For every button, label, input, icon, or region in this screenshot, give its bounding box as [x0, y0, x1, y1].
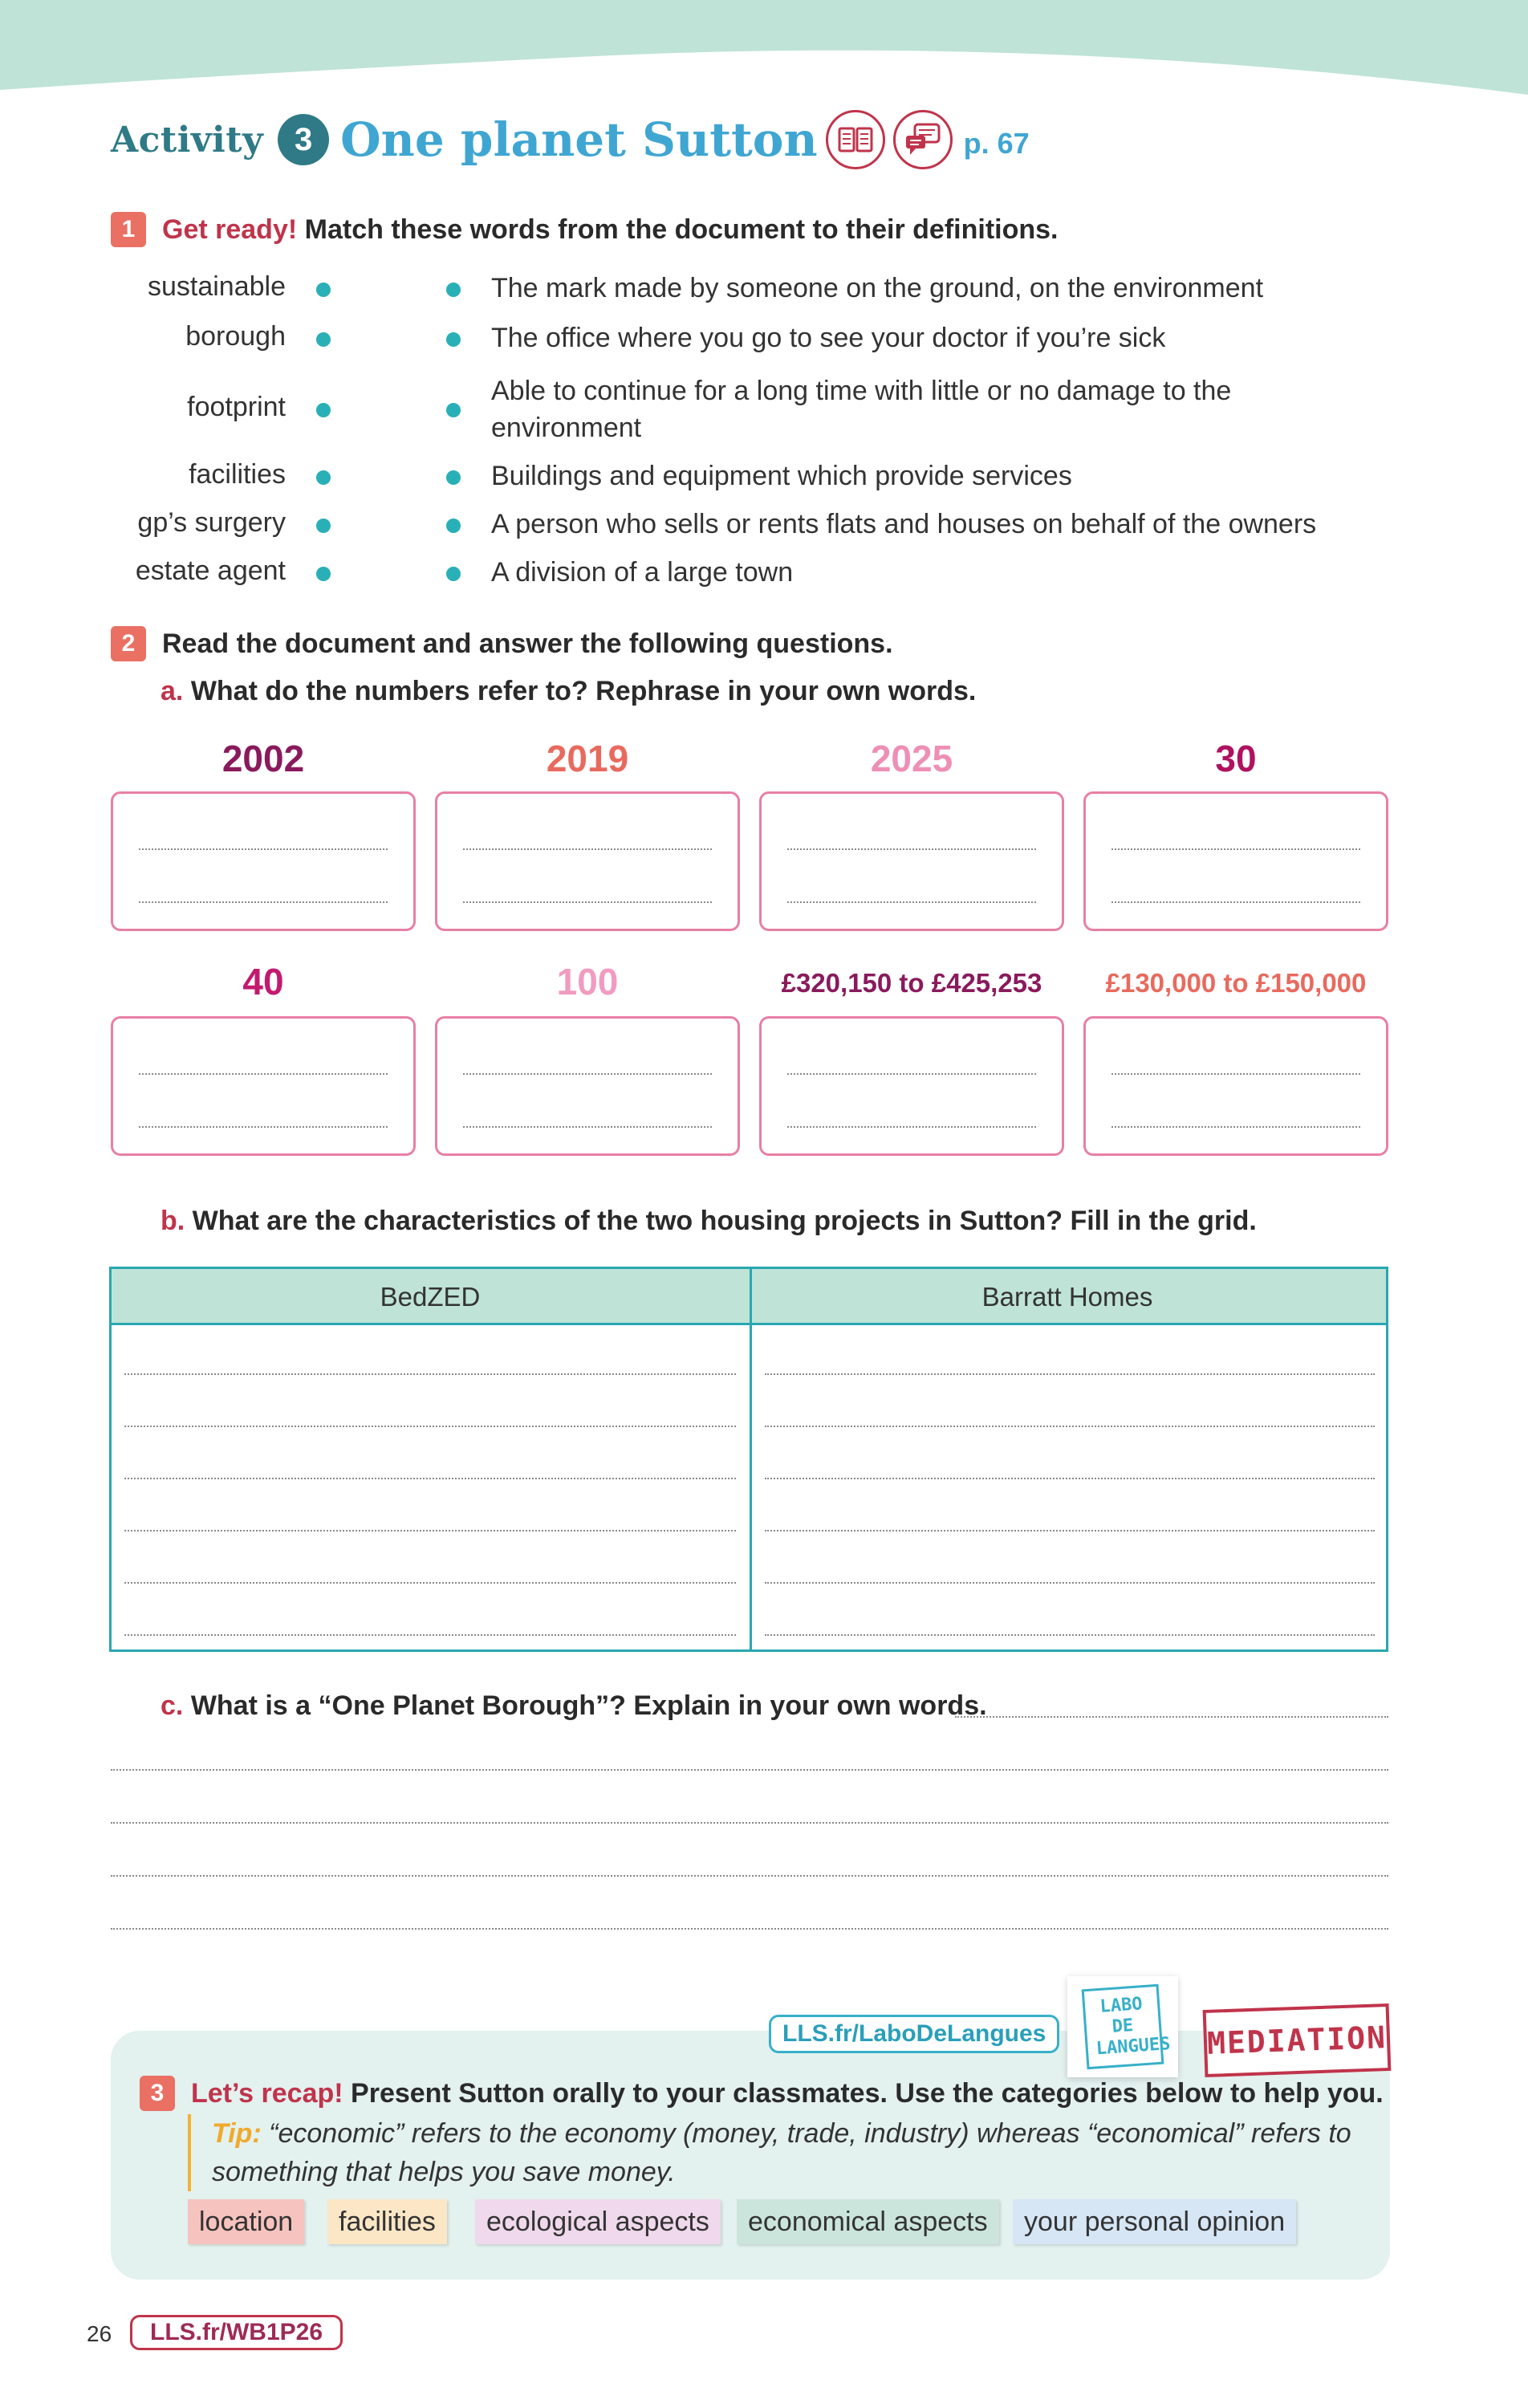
number-label: 2025: [870, 738, 953, 779]
category-chip-facilities: facilities: [327, 2199, 447, 2244]
number-label: 30: [1215, 738, 1257, 779]
grid-header-barratt: Barratt Homes: [981, 1282, 1153, 1312]
match-dot-right[interactable]: [446, 332, 461, 347]
number-label: 40: [242, 961, 284, 1003]
category-chip-location: location: [188, 2199, 304, 2244]
grid-header-bedzed: BedZED: [380, 1282, 481, 1312]
mediation-stamp: MEDIATION: [1203, 2003, 1392, 2077]
answer-line[interactable]: [111, 1769, 1388, 1771]
match-dot-left[interactable]: [316, 283, 331, 297]
sub-question-text: What is a “One Planet Borough”? Explain in your own words.: [190, 1690, 987, 1721]
match-definition: The mark made by someone on the ground, on the environment: [491, 273, 1264, 303]
housing-grid: [109, 1267, 1388, 1652]
activity-label: Activity: [111, 119, 264, 161]
answer-box[interactable]: [111, 791, 416, 931]
answer-box[interactable]: [1083, 1016, 1388, 1156]
match-word: footprint: [187, 392, 286, 422]
question-3-heading: [140, 2076, 1384, 2111]
answer-box[interactable]: [759, 1016, 1064, 1156]
sub-question-letter: b.: [161, 1206, 185, 1236]
speech-bubble-icon: [893, 110, 953, 169]
answer-line[interactable]: [955, 1716, 1388, 1718]
match-dot-right[interactable]: [446, 403, 461, 417]
grid-write-line[interactable]: [765, 1478, 1375, 1479]
grid-write-line[interactable]: [124, 1478, 736, 1479]
answer-box[interactable]: [759, 791, 1064, 931]
question-1-heading: [111, 212, 1058, 247]
grid-write-line[interactable]: [124, 1634, 736, 1636]
answer-line[interactable]: [111, 1875, 1388, 1877]
match-dot-left[interactable]: [316, 567, 331, 581]
sub-question-letter: a.: [161, 676, 184, 706]
grid-write-line[interactable]: [124, 1582, 736, 1584]
category-chip-economical: economical aspects: [737, 2199, 999, 2244]
grid-write-line[interactable]: [765, 1634, 1375, 1636]
number-label: 100: [556, 961, 619, 1003]
question-lead: Get ready!: [162, 214, 298, 245]
match-word: sustainable: [147, 271, 286, 302]
activity-number-badge: 3: [278, 114, 329, 165]
labo-badge-text: LABO DE LANGUES: [1082, 1984, 1164, 2069]
labo-de-langues-badge: [1067, 1976, 1178, 2077]
number-label: 2002: [221, 738, 305, 779]
match-word: facilities: [189, 459, 286, 490]
match-dot-left[interactable]: [316, 519, 331, 533]
match-word: gp’s surgery: [137, 507, 286, 538]
activity-header: [111, 111, 1030, 169]
match-definition: Able to continue for a long time with little or no damage to the environment: [491, 376, 1232, 443]
answer-box[interactable]: [1083, 791, 1388, 931]
category-chip-opinion: your personal opinion: [1013, 2199, 1296, 2244]
top-wave-decoration: [0, 0, 1528, 96]
page-number: 26: [87, 2321, 112, 2346]
question-instruction: Match these words from the document to their definitions.: [304, 214, 1059, 245]
match-dot-left[interactable]: [316, 332, 331, 347]
workbook-link[interactable]: LLS.fr/WB1P26: [130, 2315, 343, 2350]
book-icon: [826, 110, 885, 169]
match-definition: A person who sells or rents flats and houses on behalf of the owners: [491, 509, 1317, 539]
category-chip-ecological: ecological aspects: [475, 2199, 721, 2244]
sub-question-text: What are the characteristics of the two housing projects in Sutton? Fill in the grid.: [192, 1206, 1257, 1236]
question-number-badge: 3: [140, 2076, 175, 2111]
match-dot-right[interactable]: [446, 283, 461, 297]
question-number-badge: 2: [111, 626, 146, 661]
question-2a: [161, 676, 976, 707]
answer-line[interactable]: [111, 1928, 1388, 1930]
match-definition: A division of a large town: [491, 557, 794, 588]
grid-header: [112, 1269, 1386, 1325]
match-word: borough: [185, 321, 286, 352]
match-dot-left[interactable]: [316, 403, 331, 417]
match-definition: Buildings and equipment which provide services: [491, 461, 1072, 491]
question-2b: [161, 1206, 1257, 1237]
question-instruction: Present Sutton orally to your classmates. Use the categories below to help you.: [351, 2077, 1384, 2109]
answer-box[interactable]: [435, 791, 740, 931]
question-lead: Let’s recap!: [191, 2077, 343, 2109]
match-definition: The office where you go to see your doctor if you’re sick: [491, 323, 1166, 353]
number-label: £320,150 to £425,253: [781, 968, 1042, 998]
question-instruction: Read the document and answer the following questions.: [162, 628, 893, 659]
grid-write-line[interactable]: [765, 1582, 1375, 1584]
match-word: estate agent: [135, 555, 286, 586]
tip-label: Tip:: [212, 2118, 262, 2149]
activity-title: One planet Sutton: [340, 112, 818, 167]
answer-box[interactable]: [111, 1016, 416, 1156]
grid-write-line[interactable]: [765, 1530, 1375, 1531]
question-2c: [161, 1690, 987, 1722]
sub-question-letter: c.: [161, 1690, 184, 1721]
grid-write-line[interactable]: [765, 1373, 1375, 1375]
grid-divider: [750, 1269, 752, 1649]
labo-de-langues-link[interactable]: LLS.fr/LaboDeLangues: [769, 2015, 1059, 2053]
number-label: 2019: [546, 738, 629, 779]
match-dot-right[interactable]: [446, 470, 461, 485]
question-2-heading: [111, 626, 893, 661]
page-reference: p. 67: [963, 127, 1030, 160]
sub-question-text: What do the numbers refer to? Rephrase in your own words.: [190, 676, 977, 706]
grid-write-line[interactable]: [765, 1426, 1375, 1427]
question-number-badge: 1: [111, 212, 146, 247]
answer-box[interactable]: [435, 1016, 740, 1156]
tip-text: “economic” refers to the economy (money, trade, industry) whereas “economical” refers to something that helps you save money.: [212, 2118, 1351, 2187]
grid-write-line[interactable]: [124, 1530, 736, 1531]
match-dot-left[interactable]: [316, 470, 331, 485]
number-label: £130,000 to £150,000: [1105, 968, 1367, 998]
match-dot-right[interactable]: [446, 567, 461, 581]
tip-box: [188, 2114, 1359, 2191]
grid-write-line[interactable]: [124, 1426, 736, 1427]
answer-line[interactable]: [111, 1822, 1388, 1824]
match-dot-right[interactable]: [446, 519, 461, 533]
grid-write-line[interactable]: [124, 1373, 736, 1375]
